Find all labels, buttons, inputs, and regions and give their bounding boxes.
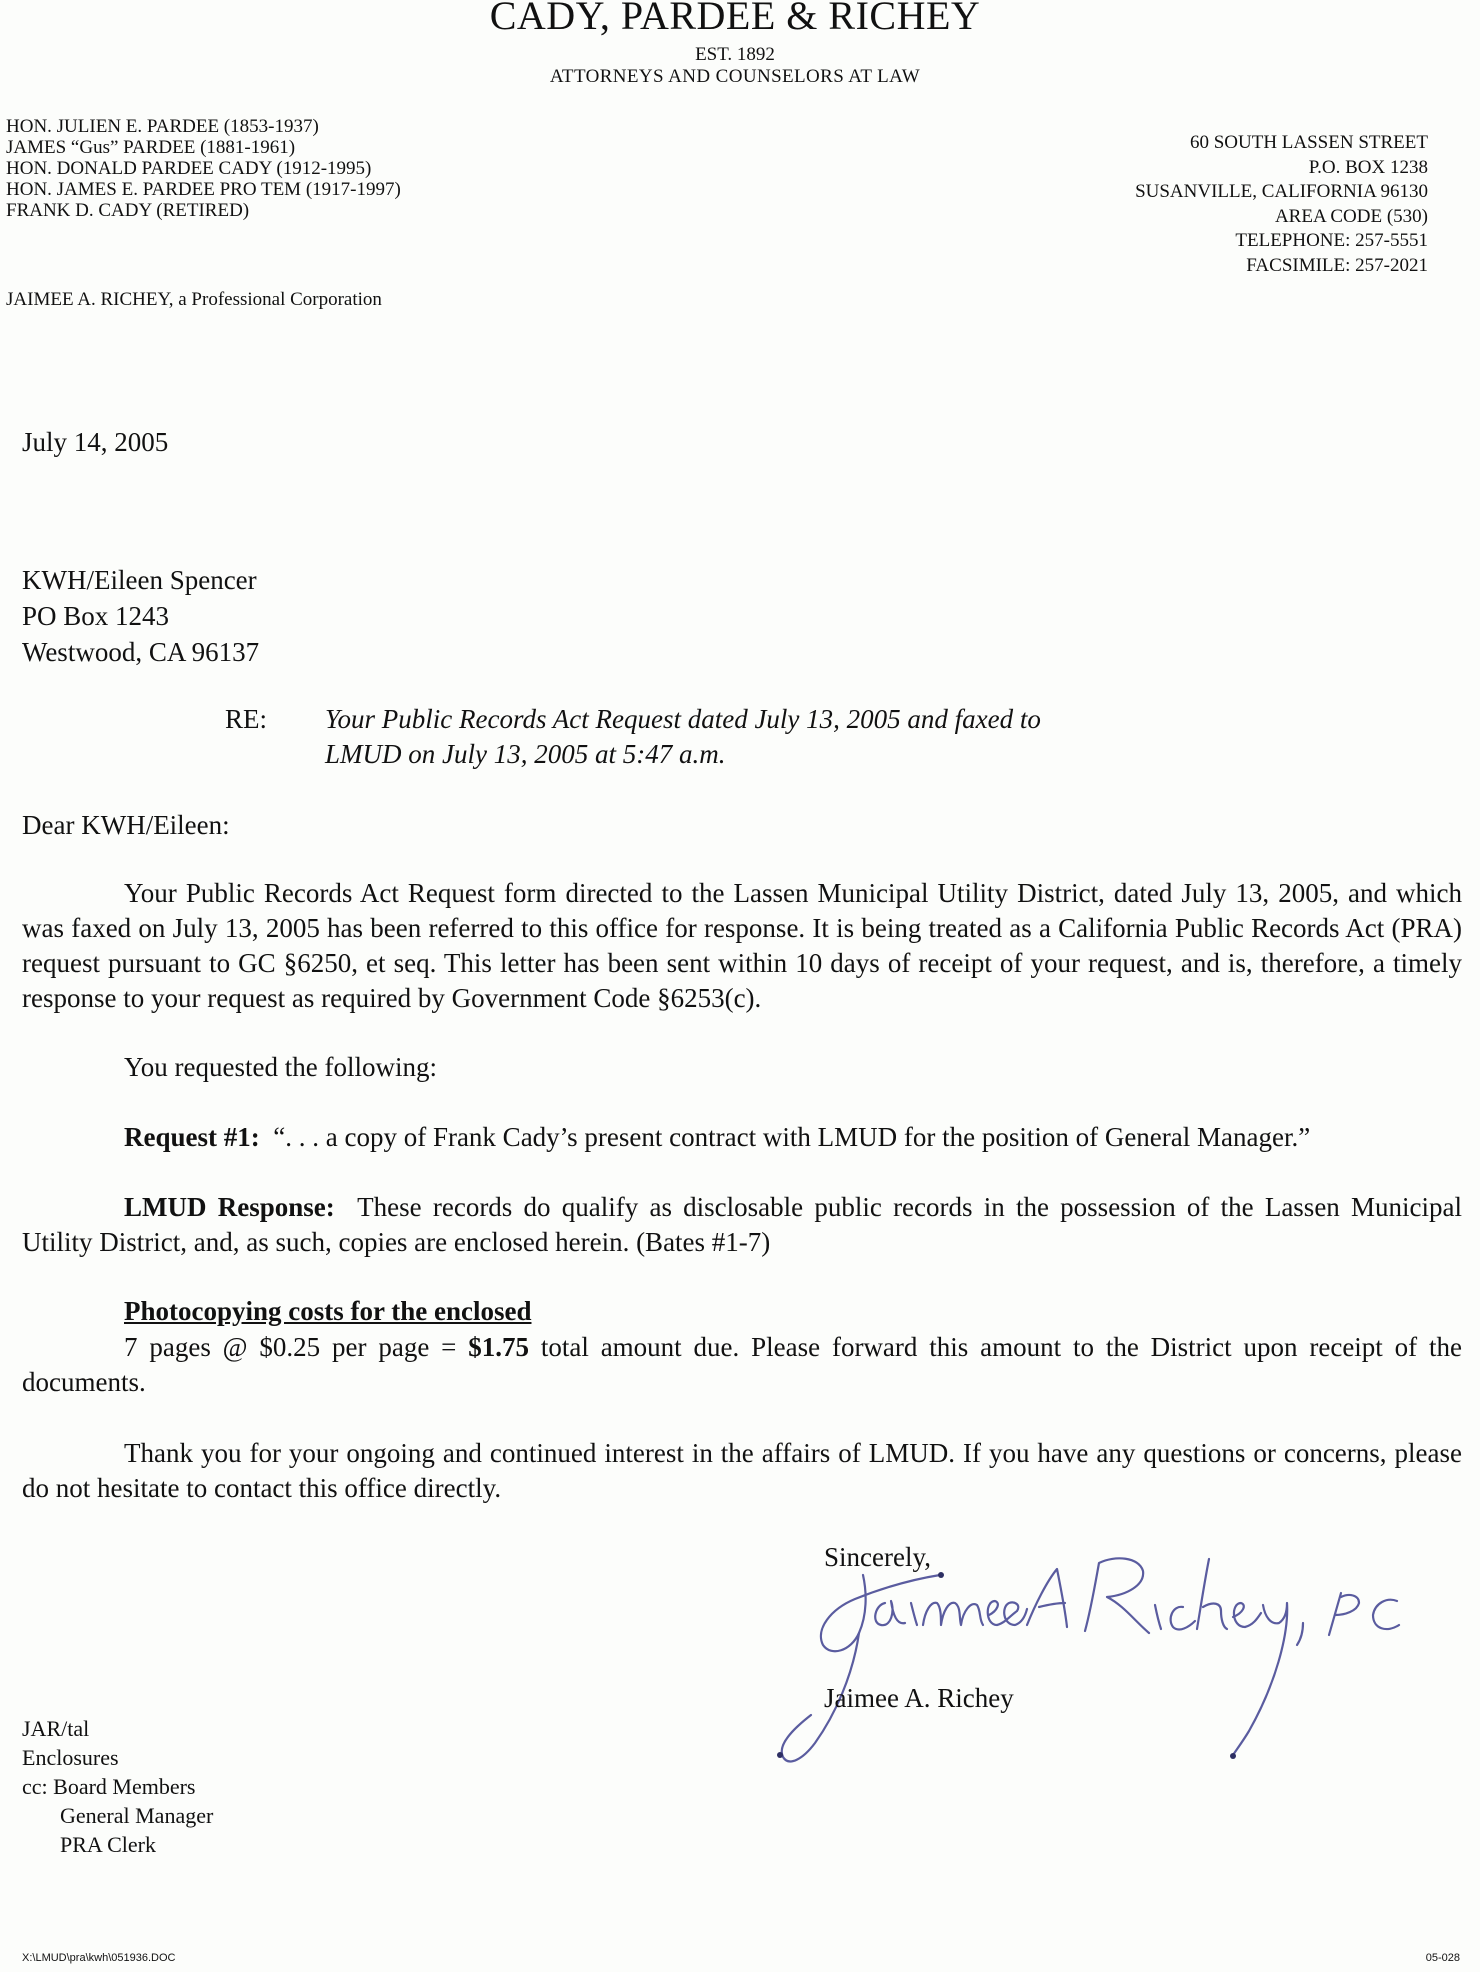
request-text: “. . . a copy of Frank Cady’s present contract with LMUD for the position of General Manager.” (273, 1122, 1311, 1152)
document-code: 05-028 (1425, 1952, 1460, 1964)
address-line: SUSANVILLE, CALIFORNIA 96130 (1135, 181, 1428, 202)
partner-line: JAMES “Gus” PARDEE (1881-1961) (6, 137, 296, 158)
request-label: Request #1: (124, 1122, 260, 1152)
re-subject (325, 702, 1041, 772)
costs-prefix: 7 pages @ $0.25 per page = (124, 1332, 469, 1362)
reference-initials-block (22, 1714, 213, 1859)
typist-initials: JAR/tal (22, 1716, 90, 1741)
intro-paragraph: Your Public Records Act Request form directed to the Lassen Municipal Utility District, dated July 13, 2005, and which was faxed on July 13, 2005 has been referred to this office for response. It is being treated as a California Public Records Act (PRA) request pursuant to GC §6250, et seq. This letter has been sent within 10 days of receipt of your request, and is, therefore, a timely response to your request as required by Government Code §6253(c). (22, 878, 1462, 1013)
address-line: TELEPHONE: 257-5551 (1235, 230, 1428, 251)
handwritten-signature (735, 1545, 1480, 1775)
costs-heading: Photocopying costs for the enclosed (124, 1296, 532, 1326)
cc-label: cc: Board Members (22, 1774, 196, 1799)
signer-name: Jaimee A. Richey (824, 1683, 1014, 1713)
cc-recipient: PRA Clerk (60, 1832, 156, 1857)
partner-line: FRANK D. CADY (RETIRED) (6, 200, 250, 221)
re-label: RE: (225, 704, 268, 734)
recipient-line: PO Box 1243 (22, 601, 170, 631)
address-line: AREA CODE (530) (1274, 205, 1428, 227)
recipient-address (22, 562, 259, 670)
firm-name: CADY, PARDEE & RICHEY (489, 0, 981, 38)
cc-recipient: General Manager (60, 1803, 214, 1828)
costs-paragraph (22, 1330, 1462, 1400)
partner-line: HON. JULIEN E. PARDEE (1853-1937) (6, 116, 319, 137)
enclosures-note: Enclosures (22, 1745, 119, 1770)
partner-line: HON. DONALD PARDEE CADY (1912-1995) (6, 158, 372, 179)
closing: Sincerely, (824, 1542, 931, 1572)
costs-suffix: total amount due. Please forward this amount to the District upon receipt of the documents. (22, 1332, 1462, 1397)
file-path: X:\LMUD\pra\kwh\051936.DOC (22, 1952, 176, 1964)
salutation: Dear KWH/Eileen: (22, 810, 230, 840)
professional-corporation: JAIMEE A. RICHEY, a Professional Corporation (6, 289, 382, 310)
established-year: EST. 1892 (695, 44, 775, 65)
firm-address (1135, 131, 1428, 278)
firm-tagline: ATTORNEYS AND COUNSELORS AT LAW (549, 66, 921, 87)
partner-line: HON. JAMES E. PARDEE PRO TEM (1917-1997) (6, 179, 401, 200)
letter-date: July 14, 2005 (22, 427, 169, 457)
response-label: LMUD Response: (124, 1192, 335, 1222)
address-line: FACSIMILE: 257-2021 (1246, 254, 1428, 276)
address-line: P.O. BOX 1238 (1308, 156, 1428, 178)
request-paragraph (22, 1120, 1462, 1155)
closing-paragraph: Thank you for your ongoing and continued interest in the affairs of LMUD. If you have any questions or concerns, please do not hesitate to contact this office directly. (22, 1438, 1462, 1503)
re-line: Your Public Records Act Request dated July 13, 2005 and faxed to (325, 704, 1041, 734)
recipient-line: KWH/Eileen Spencer (22, 565, 257, 595)
recipient-line: Westwood, CA 96137 (22, 637, 260, 667)
partner-list (6, 116, 401, 221)
requested-paragraph: You requested the following: (124, 1052, 437, 1082)
re-line: LMUD on July 13, 2005 at 5:47 a.m. (325, 739, 726, 769)
response-paragraph (22, 1190, 1462, 1260)
address-line: 60 SOUTH LASSEN STREET (1189, 132, 1428, 153)
costs-amount: $1.75 (468, 1332, 529, 1362)
response-text: These records do qualify as disclosable public records in the possession of the Lassen Municipal Utility District, and, as such, copies are enclosed herein. (Bates #1-7) (22, 1192, 1463, 1257)
